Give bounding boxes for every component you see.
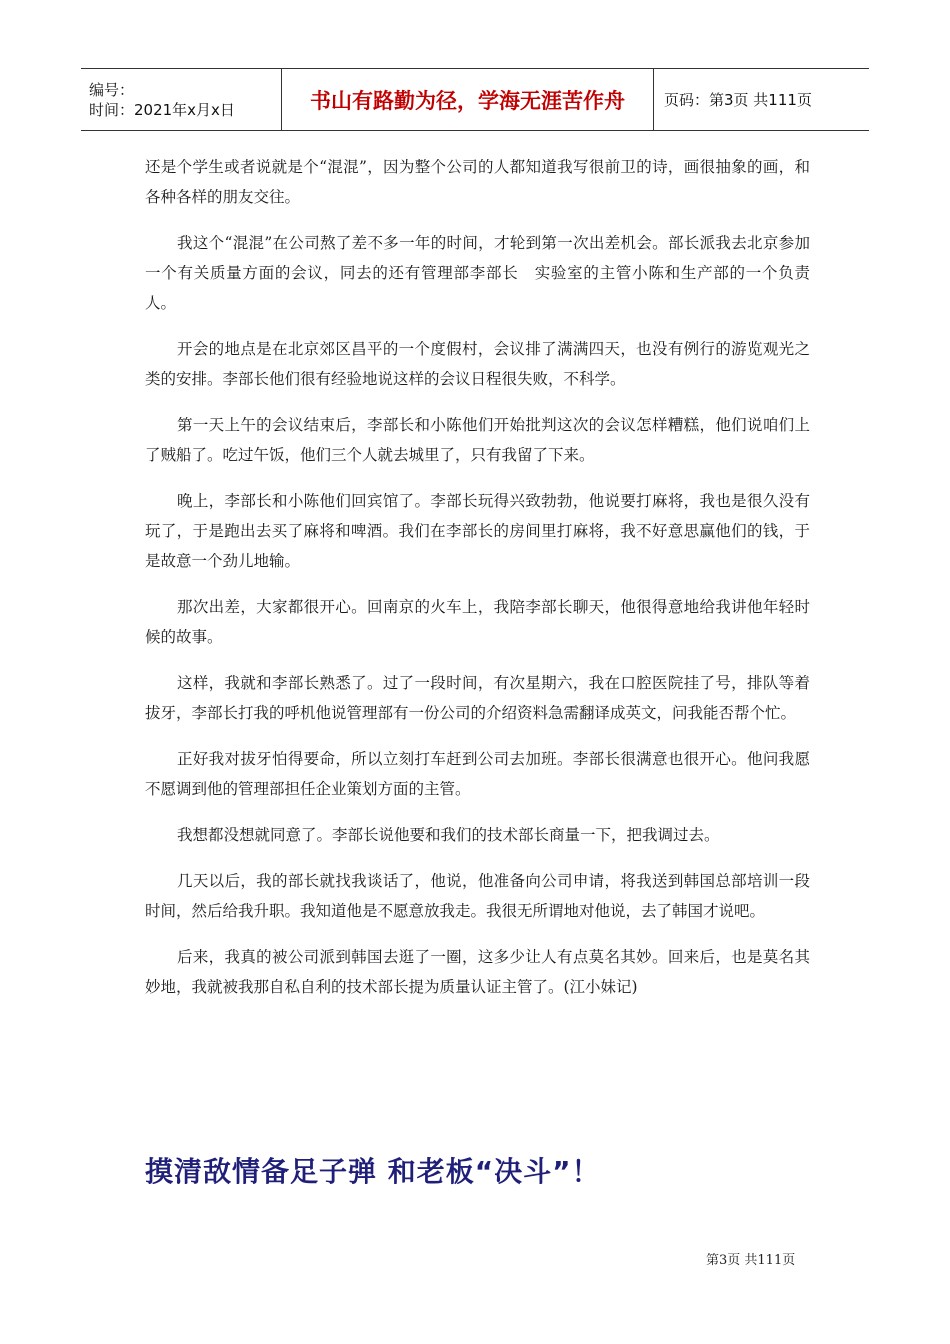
page-code: 页码：第3页 共111页 xyxy=(664,91,812,109)
paragraph: 这样，我就和李部长熟悉了。过了一段时间，有次星期六，我在口腔医院挂了号，排队等着拔牙，李部长打我的呼机他说管理部有一份公司的介绍资料急需翻译成英文，问我能否帮个忙。 xyxy=(145,674,810,722)
header-motto-cell xyxy=(282,69,654,130)
paragraph: 几天以后，我的部长就找我谈话了，他说，他准备向公司申请，将我送到韩国总部培训一段时间，然后给我升职。我知道他是不愿意放我走。我很无所谓地对他说，去了韩国才说吧。 xyxy=(145,872,810,920)
date-label: 时间：2021年x月x日 xyxy=(89,100,235,119)
paragraph: 我这个“混混”在公司熬了差不多一年的时间，才轮到第一次出差机会。部长派我去北京参加一个有关质量方面的会议，同去的还有管理部李部长 实验室的主管小陈和生产部的一个负责人。 xyxy=(145,234,810,312)
motto-text: 书山有路勤为径，学海无涯苦作舟 xyxy=(310,88,625,113)
paragraph: 正好我对拔牙怕得要命，所以立刻打车赶到公司去加班。李部长很满意也很开心。他问我愿不愿调到他的管理部担任企业策划方面的主管。 xyxy=(145,750,810,798)
paragraph: 还是个学生或者说就是个“混混”，因为整个公司的人都知道我写很前卫的诗，画很抽象的画，和各种各样的朋友交往。 xyxy=(145,158,810,206)
paragraph: 那次出差，大家都很开心。回南京的火车上，我陪李部长聊天，他很得意地给我讲他年轻时候的故事。 xyxy=(145,598,810,646)
serial-label: 编号： xyxy=(89,80,135,99)
page-footer xyxy=(706,1249,795,1268)
section-heading: 摸清敌情备足子弹 和老板“决斗”！ xyxy=(145,1155,601,1188)
paragraph: 我想都没想就同意了。李部长说他要和我们的技术部长商量一下，把我调过去。 xyxy=(177,826,720,844)
paragraph: 晚上，李部长和小陈他们回宾馆了。李部长玩得兴致勃勃，他说要打麻将，我也是很久没有玩了，于是跑出去买了麻将和啤酒。我们在李部长的房间里打麻将，我不好意思赢他们的钱，于是故意一个劲儿地输。 xyxy=(145,492,810,570)
header-page-cell xyxy=(654,69,869,130)
paragraph: 开会的地点是在北京郊区昌平的一个度假村，会议排了满满四天，也没有例行的游览观光之类的安排。李部长他们很有经验地说这样的会议日程很失败，不科学。 xyxy=(145,340,810,388)
article-body xyxy=(145,152,810,1018)
page-header xyxy=(81,68,869,131)
footer-page-number: 第3页 共111页 xyxy=(706,1253,796,1268)
paragraph: 第一天上午的会议结束后，李部长和小陈他们开始批判这次的会议怎样糟糕，他们说咱们上了贼船了。吃过午饭，他们三个人就去城里了，只有我留了下来。 xyxy=(145,416,810,464)
paragraph: 后来，我真的被公司派到韩国去逛了一圈，这多少让人有点莫名其妙。回来后，也是莫名其妙地，我就被我那自私自利的技术部长提为质量认证主管了。(江小妹记) xyxy=(145,948,810,996)
header-meta-cell xyxy=(81,69,282,130)
